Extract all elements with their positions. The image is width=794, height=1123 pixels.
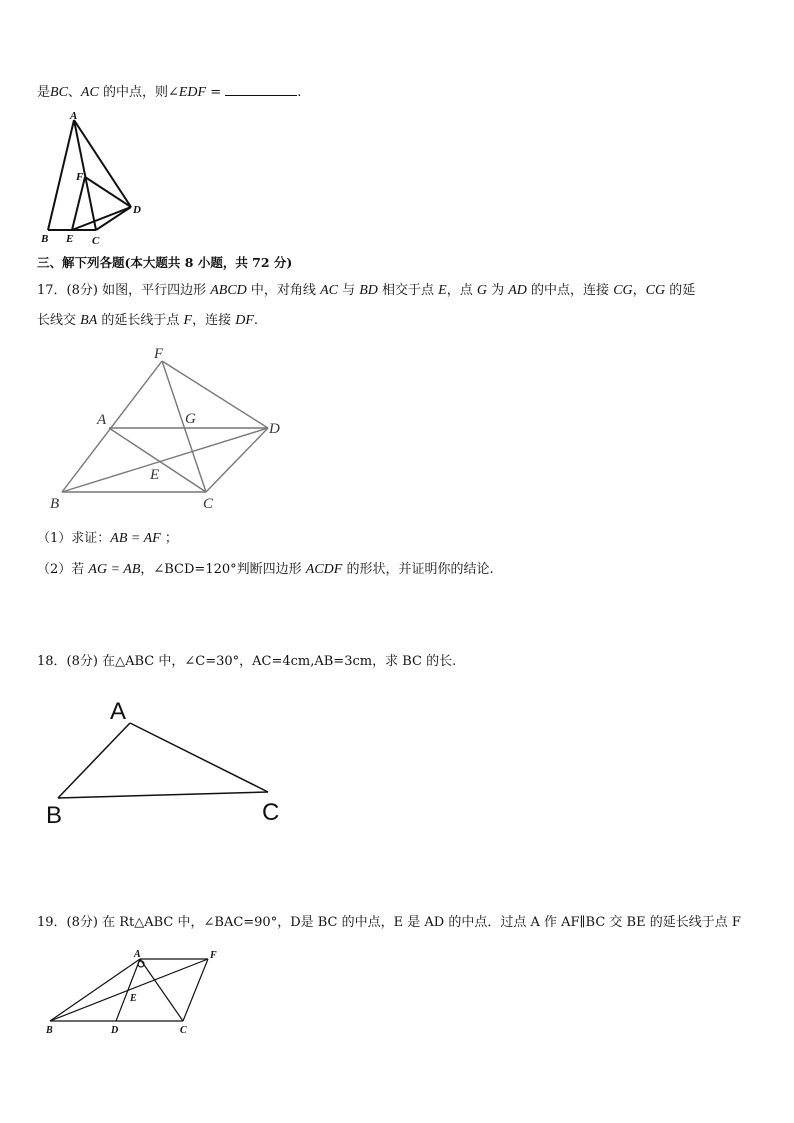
q17-p2c: ，∠BCD=120°判断四边形 <box>140 562 306 577</box>
q17-label-b: B <box>50 496 60 512</box>
q17-p2a: （2）若 <box>37 562 89 577</box>
q16-label-b: B <box>41 233 49 245</box>
q17-t4: ，点 <box>446 283 477 298</box>
q16-ac: AC <box>80 85 99 100</box>
q17-label-f: F <box>154 346 164 362</box>
q17-label-e: E <box>150 467 160 483</box>
q17-p1b: AB = AF <box>110 531 161 546</box>
q17-f: F <box>183 313 193 328</box>
q19-segment-bf <box>50 959 208 1021</box>
q17-t2: 与 <box>337 283 360 298</box>
q17-df: DF <box>235 313 254 328</box>
q17-label-c: C <box>203 496 214 512</box>
q18-label-c: C <box>262 799 280 826</box>
q17-ac: AC <box>320 283 338 298</box>
q16-sep: 、 <box>67 85 81 100</box>
q16-prefix: 是 <box>37 85 51 100</box>
q19-label-e: E <box>130 993 137 1004</box>
q16-mid: 的中点，则∠ <box>98 85 179 100</box>
q17-label-g: G <box>185 411 196 427</box>
q19-text: 19．(8分) 在 Rt△ABC 中，∠BAC=90°，D是 BC 的中点，E 是 AD 的中点．过点 A 作 AF∥BC 交 BE 的延长线于点 F <box>37 915 741 930</box>
q19-label-f: F <box>210 950 217 961</box>
q19-segment-ba <box>50 959 140 1021</box>
answer-blank[interactable] <box>225 83 297 96</box>
q16-label-c: C <box>92 235 100 247</box>
q16-text-line <box>37 83 301 102</box>
q16-bc: BC <box>50 85 68 100</box>
q18-label-a: A <box>110 698 127 725</box>
q18-segment-ab <box>58 723 130 798</box>
q18-label-b: B <box>46 802 63 829</box>
q18-segment-ac <box>130 723 268 792</box>
q17-p2e: 的形状，并证明你的结论. <box>342 562 494 577</box>
q17-p2b: AG = AB <box>88 562 141 577</box>
q16-edf: EDF <box>178 85 207 100</box>
q19-label-c: C <box>180 1025 187 1036</box>
q17-l2a: 长线交 <box>37 313 81 328</box>
q17-p1c: ； <box>160 531 178 546</box>
q17-l2c: ，连接 <box>192 313 236 328</box>
q17-bd: BD <box>359 283 378 298</box>
q17-t7: ， <box>632 283 646 298</box>
q17-g: G <box>476 283 487 298</box>
q17-segment-bf <box>62 361 162 492</box>
q16-figure <box>36 110 146 250</box>
q16-label-f: F <box>76 171 84 183</box>
q17-label-a: A <box>97 412 107 428</box>
q18-segment-bc <box>58 792 268 798</box>
q16-label-e: E <box>66 233 74 245</box>
q17-t6: 的中点，连接 <box>526 283 614 298</box>
q19-label-d: D <box>111 1025 119 1036</box>
q17-line-1 <box>37 282 695 300</box>
q16-eq: = <box>206 85 226 100</box>
q17-label-d: D <box>269 421 280 437</box>
q17-segment-fc <box>162 361 206 492</box>
q18-text: 18．(8分) 在△ABC 中，∠C=30°，AC=4cm,AB=3cm，求 BC 的长. <box>37 654 457 669</box>
q17-t5: 为 <box>486 283 509 298</box>
q17-t3: 相交于点 <box>377 283 439 298</box>
q17-ad: AD <box>508 283 527 298</box>
q17-part-1 <box>37 530 178 548</box>
q17-l2d: . <box>253 313 259 328</box>
q17-part-2 <box>37 561 494 579</box>
q19-label-a: A <box>134 949 141 960</box>
q17-p1a: （1）求证： <box>37 531 111 546</box>
q17-cg: CG <box>613 283 633 298</box>
q17-l2b: 的延长线于点 <box>97 313 184 328</box>
q17-t1: 中，对角线 <box>246 283 321 298</box>
q17-p2d: ACDF <box>305 562 343 577</box>
q17-e: E <box>438 283 447 298</box>
section-heading: 三、解下列各题(本大题共 8 小题，共 72 分) <box>37 255 293 270</box>
q19-segment-ad <box>116 959 140 1021</box>
q17-t8: 的延 <box>665 283 696 298</box>
q17-cg2: CG <box>645 283 666 298</box>
q19-segment-ac <box>140 959 183 1021</box>
q17-figure <box>40 345 290 515</box>
q18-figure <box>40 695 300 830</box>
q17-ba: BA <box>80 313 98 328</box>
q16-end: . <box>297 85 302 100</box>
q16-label-d: D <box>133 204 141 216</box>
q19-label-b: B <box>46 1025 53 1036</box>
q17-line-2 <box>37 312 258 330</box>
q17-segment-fd <box>162 361 268 428</box>
q16-label-a: A <box>70 110 78 122</box>
q17-num: 17．(8分) 如图，平行四边形 <box>37 283 211 298</box>
q16-segment-fe <box>72 177 85 230</box>
q16-segment-ab <box>48 120 74 230</box>
q16-segment-fd <box>85 177 131 207</box>
q19-figure <box>40 945 240 1040</box>
q17-abcd: ABCD <box>210 283 247 298</box>
q19-segment-cf <box>183 959 208 1021</box>
